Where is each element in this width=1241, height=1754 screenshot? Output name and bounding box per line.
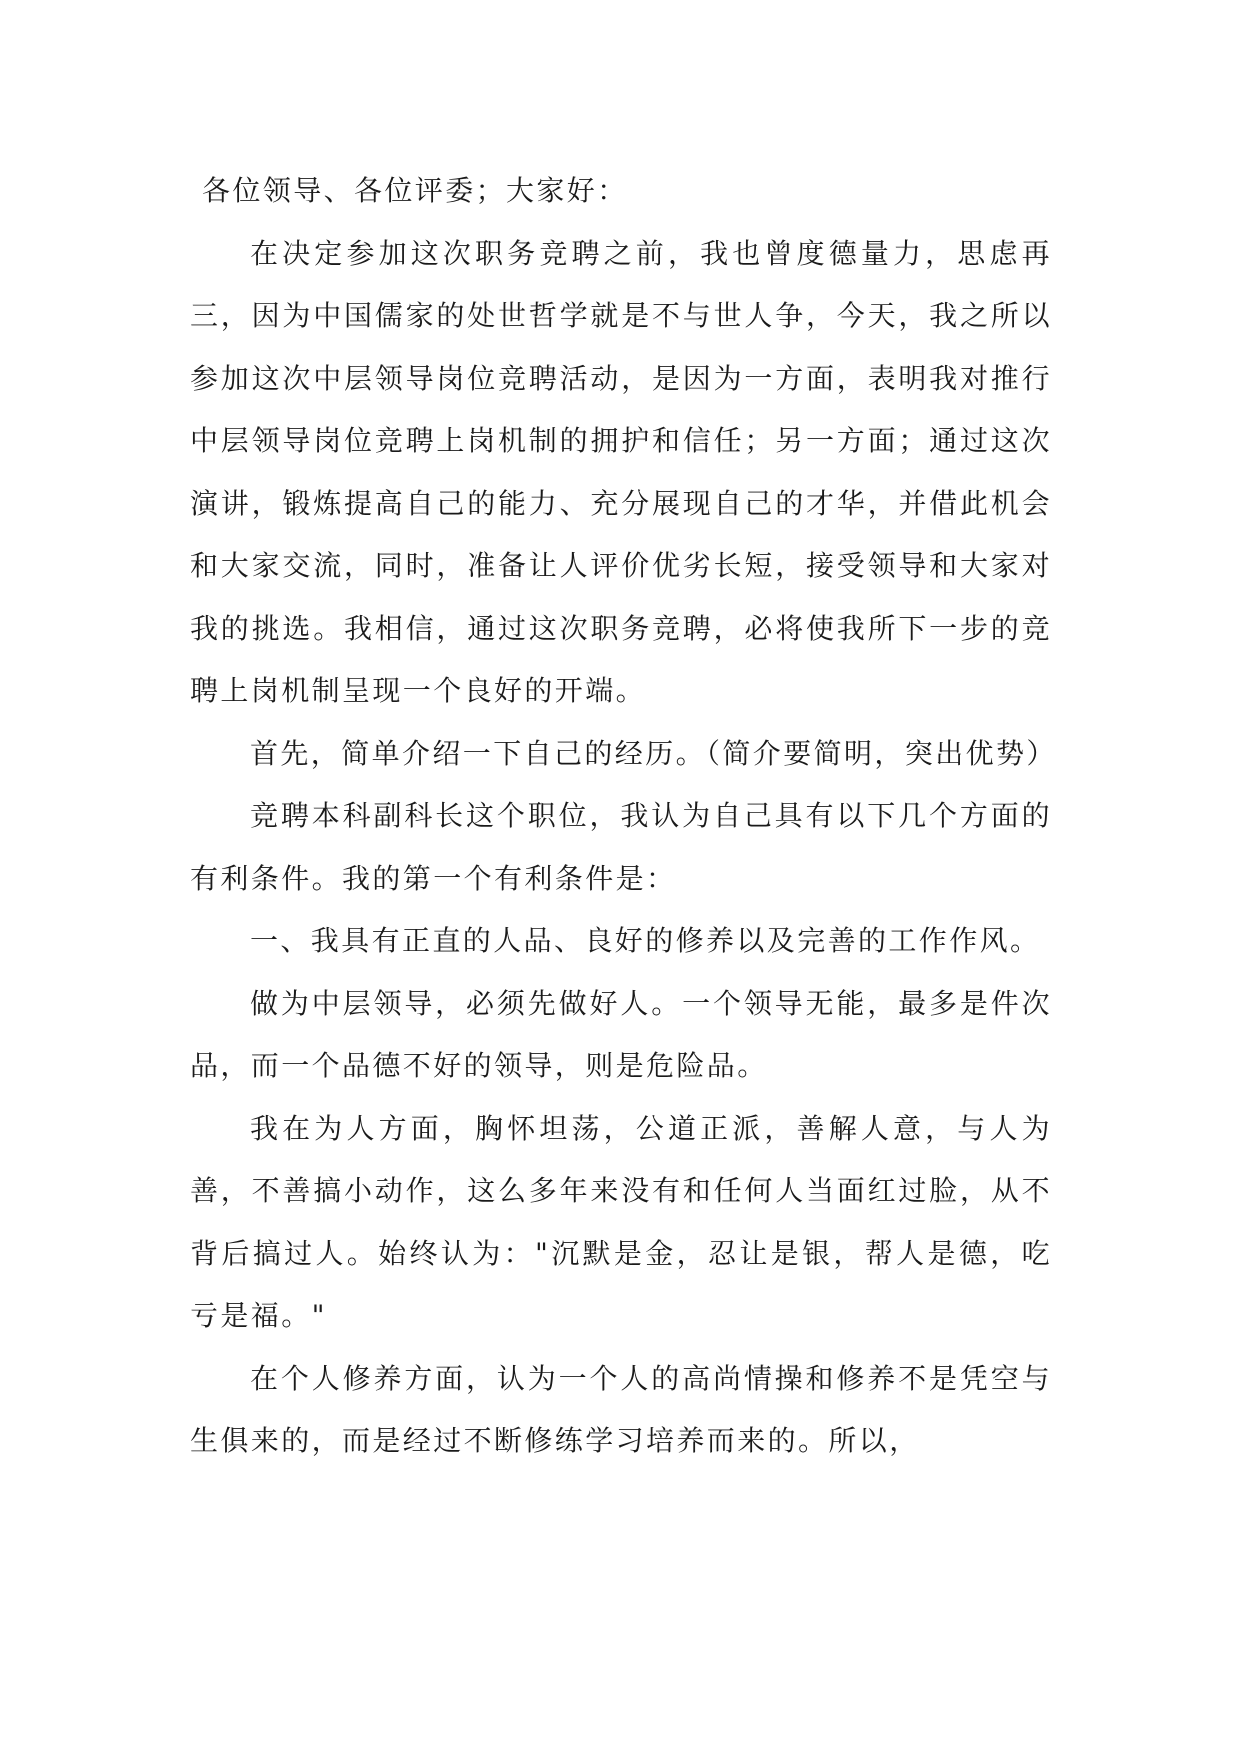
intro-paragraph: 在决定参加这次职务竞聘之前，我也曾度德量力，思虑再三，因为中国儒家的处世哲学就是不与世人争，今天，我之所以参加这次中层领导岗位竞聘活动，是因为一方面，表明我对推行中层领导岗位竞聘上岗机制的拥护和信任；另一方面；通过这次演讲，锻炼提高自己的能力、充分展现自己的才华，并借此机会和大家交流，同时，准备让人评价优劣长短，接受领导和大家对我的挑选。我相信，通过这次职务竞聘，必将使我所下一步的竞聘上岗机制呈现一个良好的开端。 [190,236,1052,707]
conditions-paragraph: 竞聘本科副科长这个职位，我认为自己具有以下几个方面的有利条件。我的第一个有利条件是： [190,799,1052,895]
experience-paragraph: 首先，简单介绍一下自己的经历。（简介要简明，突出优势） [250,736,1057,770]
cultivation-paragraph: 在个人修养方面，认为一个人的高尚情操和修养不是凭空与生俱来的，而是经过不断修练学习培养而来的。所以， [190,1361,1052,1457]
character-paragraph: 我在为人方面，胸怀坦荡，公道正派，善解人意，与人为善，不善搞小动作，这么多年来没有和任何人当面红过脸，从不背后搞过人。始终认为："沉默是金，忍让是银，帮人是德，吃亏是福。" [190,1111,1052,1332]
salutation-paragraph: 各位领导、各位评委；大家好： [202,174,628,207]
leadership-paragraph: 做为中层领导，必须先做好人。一个领导无能，最多是件次品，而一个品德不好的领导，则是危险品。 [190,986,1052,1082]
section-heading-one: 一、我具有正直的人品、良好的修养以及完善的工作作风。 [250,924,1041,957]
document-body [190,160,1057,1473]
